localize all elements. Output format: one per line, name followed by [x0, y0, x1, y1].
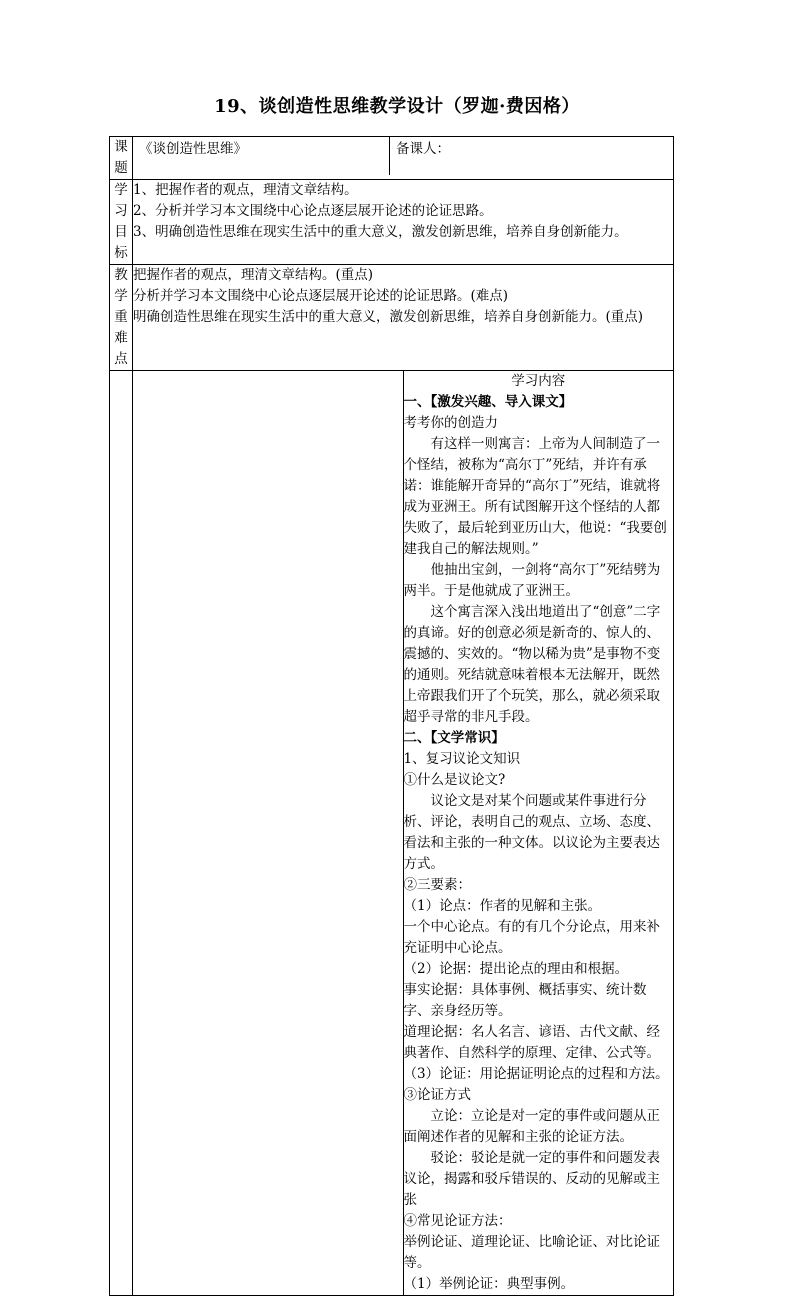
topic-row [110, 137, 674, 180]
knowledge-line: 1、复习议论文知识 [403, 751, 521, 767]
knowledge-paragraph: 议论文是对某个问题或某件事进行分析、评论，表明自己的观点、立场、态度、看法和主张的一种文体。以议论为主要表达方式。 [403, 793, 660, 872]
lesson-topic: 《谈创造性思维》 [133, 137, 390, 175]
knowledge-line: （1）论点：作者的见解和主张。 [403, 898, 602, 914]
key-points-row [110, 265, 674, 371]
key-point-item: 分析并学习本文围绕中心论点逐层展开论述的论证思路。(难点) [133, 288, 509, 304]
goals-content-cell [133, 180, 674, 265]
knowledge-line: ①什么是议论文? [403, 772, 506, 788]
lesson-plan-table [109, 136, 674, 1296]
goal-item: 1、把握作者的观点，理清文章结构。 [133, 182, 358, 198]
preparer-label: 备课人： [396, 141, 450, 157]
goal-item: 3、明确创造性思维在现实生活中的重大意义，激发创新思维，培养自身创新能力。 [133, 224, 628, 240]
key-point-item: 明确创造性思维在现实生活中的重大意义，激发创新思维，培养自身创新能力。(重点) [133, 309, 644, 325]
content-label-cell [110, 371, 133, 1296]
topic-label: 课题 [114, 139, 128, 176]
knowledge-paragraph: 驳论：驳论是就一定的事件和问题发表议论，揭露和驳斥错误的、反动的见解或主张 [403, 1150, 660, 1208]
knowledge-paragraph: 立论：立论是对一定的事件或问题从正面阐述作者的见解和主张的论证方法。 [403, 1108, 660, 1145]
knowledge-line: （2）论据：提出论点的理由和根据。 [403, 961, 629, 977]
key-label-cell [110, 265, 133, 371]
content-row [110, 371, 674, 1296]
knowledge-line: 举例论证、道理论证、比喻论证、对比论证等。 [403, 1234, 660, 1271]
knowledge-line: 事实论据：具体事例、概括事实、统计数字、亲身经历等。 [403, 982, 647, 1019]
key-points-label: 教学重难点 [114, 267, 128, 367]
fable-paragraph: 他抽出宝剑，一剑将“高尔丁”死结劈为两半。于是他就成了亚洲王。 [403, 562, 661, 599]
key-point-item: 把握作者的观点，理清文章结构。(重点) [133, 267, 374, 283]
key-content-cell [133, 265, 674, 371]
knowledge-line: ④常见论证方法： [403, 1213, 512, 1229]
knowledge-line: 一个中心论点。有的有几个分论点，用来补充证明中心论点。 [403, 919, 660, 956]
content-gutter-cell [133, 371, 404, 1296]
content-heading: 学习内容 [511, 373, 566, 389]
knowledge-line: ③论证方式 [403, 1087, 471, 1103]
section-1-subtitle: 考考你的创造力 [403, 415, 498, 431]
knowledge-line: ②三要素： [403, 877, 471, 893]
fable-paragraph: 有这样一则寓言：上帝为人间制造了一个怪结，被称为“高尔丁”死结，并许有承诺：谁能解开奇异的“高尔丁”死结，谁就将成为亚洲王。所有试图解开这个怪结的人都失败了，最后轮到亚历山大，他说：“我要创建我自己的解法规则。” [403, 436, 667, 557]
content-cell [403, 371, 674, 1296]
document-title: 19、谈创造性思维教学设计（罗迦·费因格） [214, 96, 580, 117]
knowledge-line: （1）举例论证：典型事例。 [403, 1276, 575, 1292]
goals-label: 学习目标 [114, 182, 128, 261]
knowledge-line: 道理论据：名人名言、谚语、古代文献、经典著作、自然科学的原理、定律、公式等。 [403, 1024, 660, 1061]
goal-item: 2、分析并学习本文围绕中心论点逐层展开论述的论证思路。 [133, 203, 493, 219]
goals-label-cell [110, 180, 133, 265]
fable-paragraph: 这个寓言深入浅出地道出了“创意”二字的真谛。好的创意必须是新奇的、惊人的、震撼的、实效的。“物以稀为贵”是事物不变的通则。死结就意味着根本无法解开，既然上帝跟我们开了个玩笑，那么，就必须采取超乎寻常的非凡手段。 [403, 604, 661, 725]
topic-label-cell [110, 137, 133, 180]
section-1-title: 一、【激发兴趣、导入课文】 [403, 394, 573, 410]
goals-row [110, 180, 674, 265]
knowledge-line: （3）论证：用论据证明论点的过程和方法。 [403, 1066, 669, 1082]
topic-content-cell [133, 137, 674, 180]
section-2-title: 二、【文学常识】 [403, 730, 505, 746]
